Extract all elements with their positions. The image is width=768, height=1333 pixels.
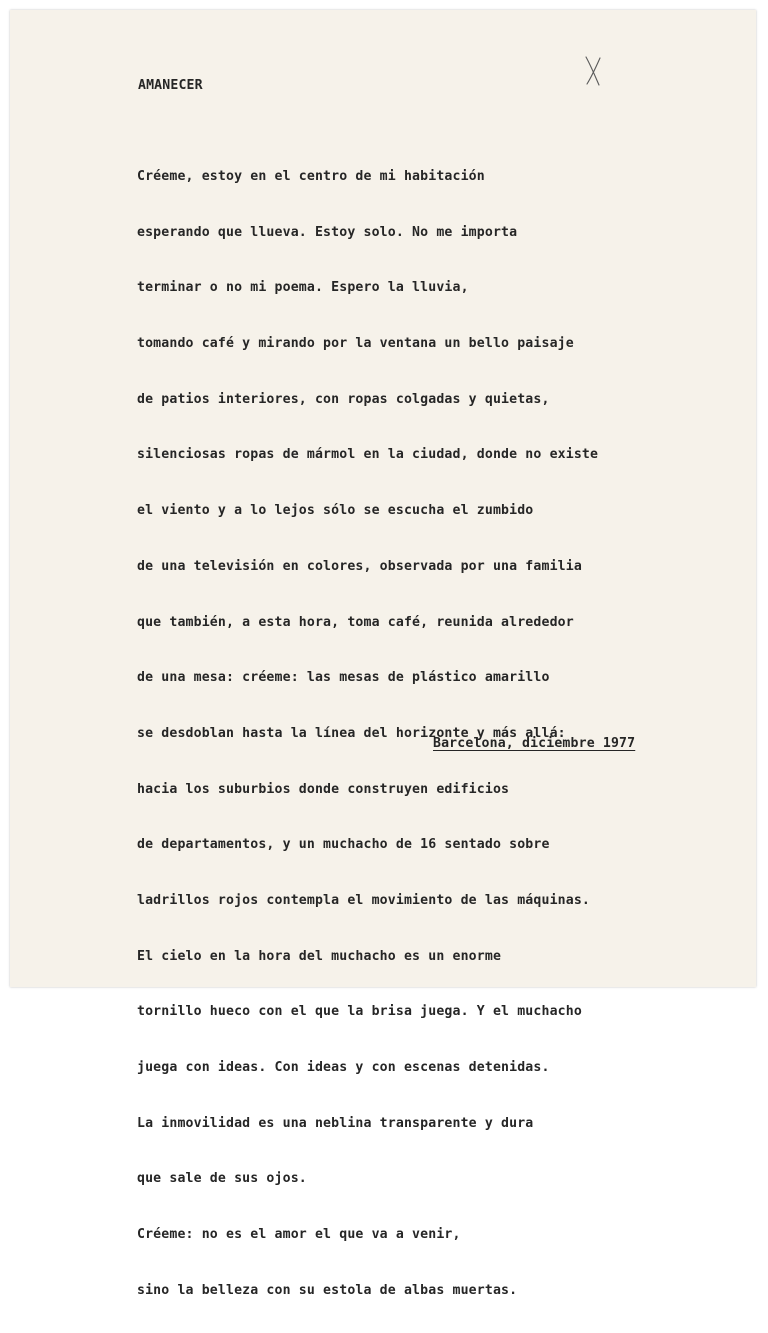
poem-line: de una televisión en colores, observada por una familia <box>137 558 582 574</box>
poem-line: juega con ideas. Con ideas y con escenas detenidas. <box>137 1060 550 1075</box>
poem-line: La inmovilidad es una neblina transparente y dura <box>137 1115 534 1131</box>
poem-line: que también, a esta hora, toma café, reunida alrededor <box>137 614 574 630</box>
typewritten-page <box>10 10 756 1298</box>
poem-title: AMANECER <box>138 78 203 93</box>
poem-line: de patios interiores, con ropas colgadas y quietas, <box>137 391 550 407</box>
poem-line: Créeme: no es el amor el que va a venir, <box>137 1227 461 1243</box>
poem-line: se desdoblan hasta la línea del horizonte y más allá: <box>137 725 566 741</box>
place-date-signature: Barcelona, diciembre 1977 <box>433 736 636 751</box>
poem-line: tornillo hueco con el que la brisa juega. Y el muchacho <box>137 1004 582 1020</box>
poem-line: terminar o no mi poema. Espero la lluvia, <box>137 280 469 296</box>
poem-line: de una mesa: créeme: las mesas de plástico amarillo <box>137 670 550 686</box>
poem-line: sino la belleza con su estola de albas muertas. <box>137 1282 518 1298</box>
poem-body <box>137 134 598 1333</box>
poem-line: de departamentos, y un muchacho de 16 sentado sobre <box>137 837 550 853</box>
poem-line: tomando café y mirando por la ventana un bello paisaje <box>137 336 574 352</box>
poem-line: silenciosas ropas de mármol en la ciudad, donde no existe <box>137 447 599 463</box>
poem-line: Créeme, estoy en el centro de mi habitación <box>137 169 485 184</box>
poem-line: ladrillos rojos contempla el movimiento de las máquinas. <box>137 892 591 908</box>
poem-line: que sale de sus ojos. <box>137 1171 307 1187</box>
handwritten-x-mark <box>584 54 602 88</box>
poem-line: el viento y a lo lejos sólo se escucha el zumbido <box>137 503 534 519</box>
poem-line: El cielo en la hora del muchacho es un enorme <box>137 948 502 964</box>
poem-line: esperando que llueva. Estoy solo. No me importa <box>137 224 518 240</box>
poem-line: hacia los suburbios donde construyen edificios <box>137 781 510 797</box>
